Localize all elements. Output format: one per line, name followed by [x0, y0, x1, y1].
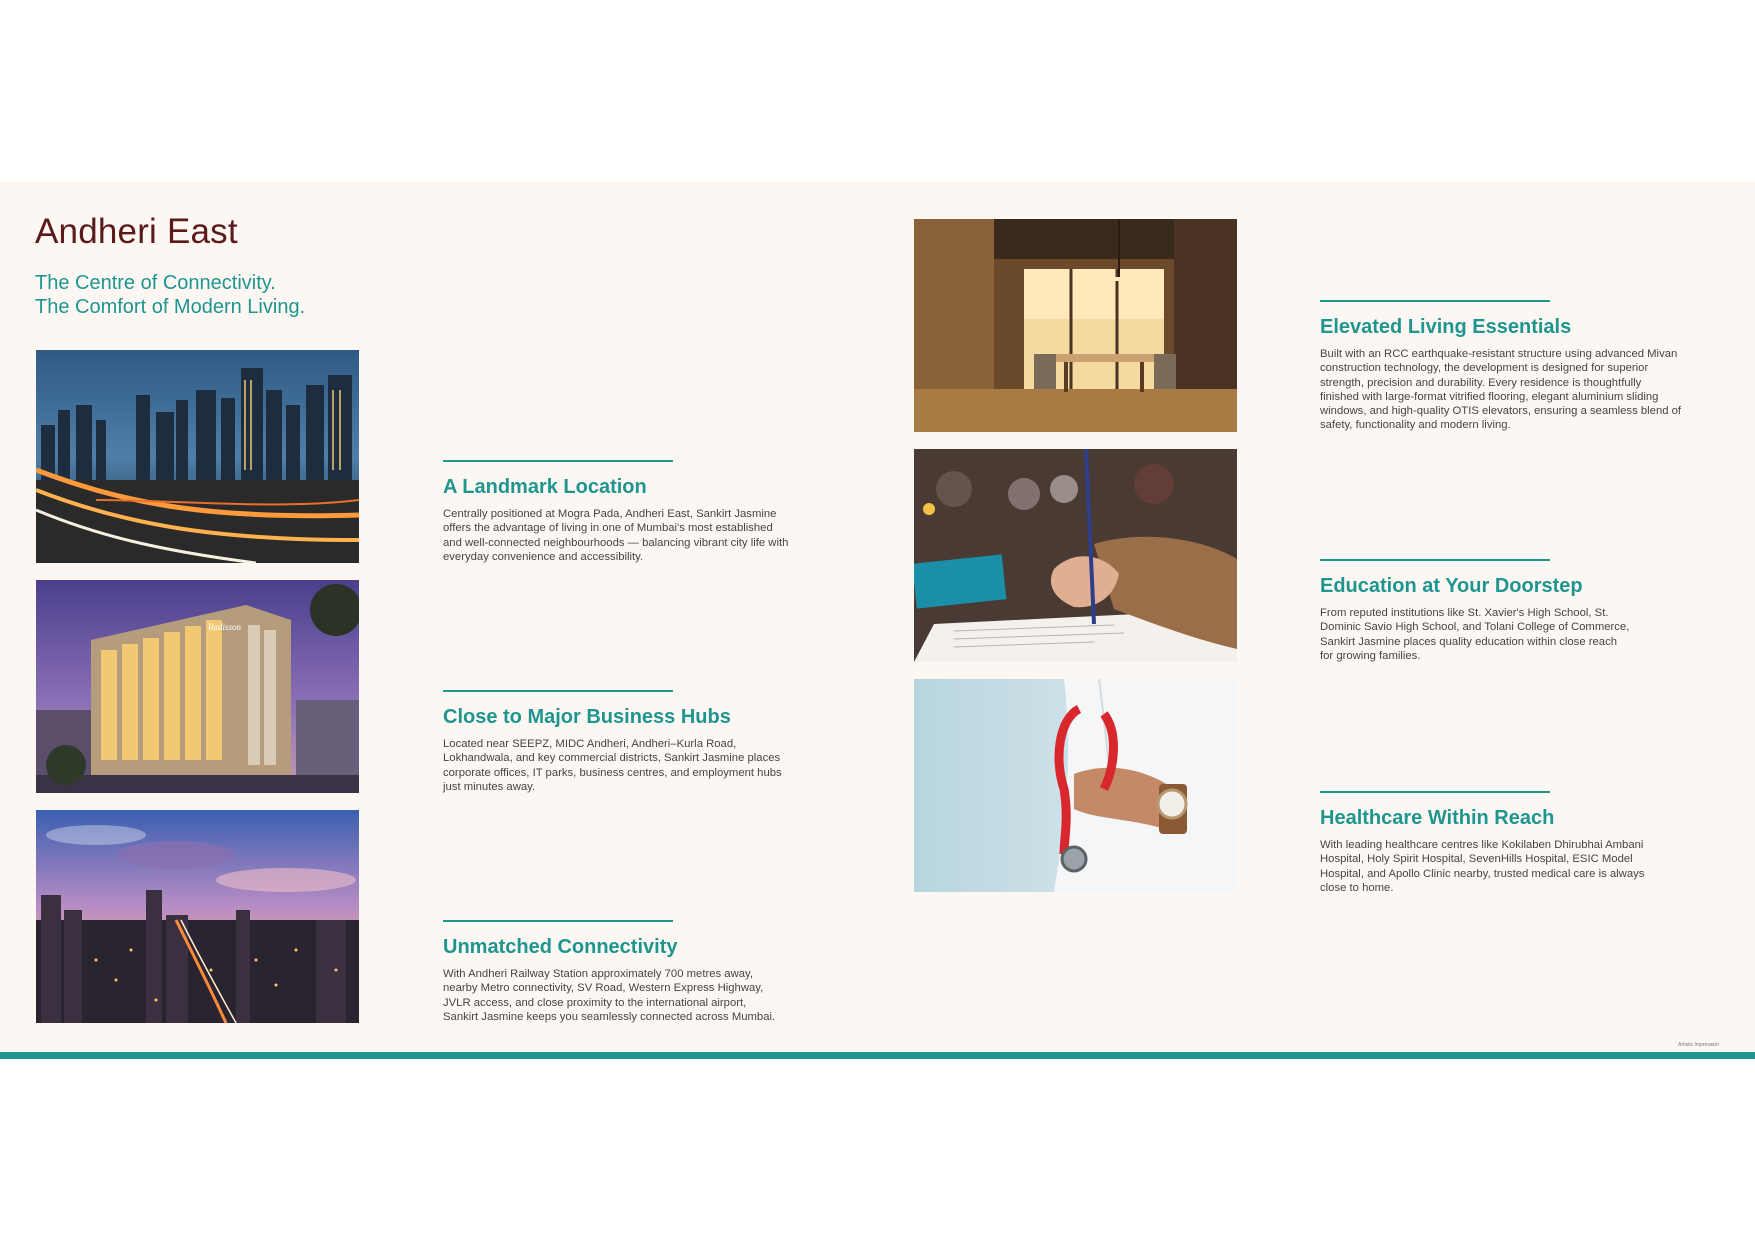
hotel-sign-text: Radisson [208, 622, 242, 632]
feature-body: From reputed institutions like St. Xavier's High School, St. Dominic Savio High School, and Tolani College of Commerce, Sankirt Jasmine places quality education within close reach for growing families. [1320, 607, 1630, 662]
doctor-stethoscope-photo [914, 679, 1237, 892]
feature-body: With Andheri Railway Station approximately 700 metres away, nearby Metro connectivity, SV Road, Western Express Highway, JVLR access, and close proximity to the international airport, Sankirt Jasmine keeps you seamlessly connected across Mumbai. [443, 968, 776, 1023]
feature-landmark-location [443, 460, 843, 564]
tagline-line-2: The Comfort of Modern Living. [35, 296, 306, 318]
section-divider [443, 460, 673, 462]
city-sunset-photo [36, 810, 359, 1023]
feature-education [1320, 559, 1740, 663]
section-divider [443, 690, 673, 692]
section-divider [1320, 300, 1550, 302]
tagline-line-1: The Centre of Connectivity. [35, 272, 276, 294]
city-skyline-photo [36, 350, 359, 563]
feature-body: With leading healthcare centres like Kokilaben Dhirubhai Ambani Hospital, Holy Spirit Hospital, SevenHills Hospital, ESIC Model Hospital, and Apollo Clinic nearby, trusted medical care is always close to home. [1320, 839, 1645, 894]
feature-title: Close to Major Business Hubs [443, 706, 731, 728]
feature-title: Unmatched Connectivity [443, 936, 678, 958]
feature-business-hubs [443, 690, 843, 794]
dining-interior-photo [914, 219, 1237, 432]
feature-title: Education at Your Doorstep [1320, 575, 1583, 597]
section-divider [443, 920, 673, 922]
feature-title: Healthcare Within Reach [1320, 807, 1555, 829]
feature-title: Elevated Living Essentials [1320, 316, 1572, 338]
feature-body: Centrally positioned at Mogra Pada, Andheri East, Sankirt Jasmine offers the advantage of living in one of Mumbai's most established and well-connected neighbourhoods — balancing vibrant city life with everyday convenience and accessibility. [443, 508, 789, 563]
feature-healthcare [1320, 791, 1740, 895]
student-writing-photo [914, 449, 1237, 662]
artistic-impression-note: Artistic Impression [1678, 1042, 1719, 1048]
section-divider [1320, 791, 1550, 793]
feature-body: Built with an RCC earthquake-resistant structure using advanced Mivan construction technology, the development is designed for superior strength, precision and durability. Every residence is thoughtfully finished with large-format vitrified flooring, elegant aluminium sliding windows, and high-quality OTIS elevators, ensuring a seamless blend of safety, functionality and modern living. [1320, 348, 1682, 432]
feature-title: A Landmark Location [443, 476, 647, 498]
feature-body: Located near SEEPZ, MIDC Andheri, Andheri–Kurla Road, Lokhandwala, and key commercial districts, Sankirt Jasmine places corporate offices, IT parks, business centres, and employment hubs just minutes away. [443, 738, 782, 793]
page-title: Andheri East [35, 212, 238, 251]
feature-connectivity [443, 920, 843, 1024]
section-divider [1320, 559, 1550, 561]
feature-living-essentials [1320, 300, 1740, 433]
bottom-accent-bar [0, 1052, 1755, 1059]
hotel-building-photo [36, 580, 359, 793]
